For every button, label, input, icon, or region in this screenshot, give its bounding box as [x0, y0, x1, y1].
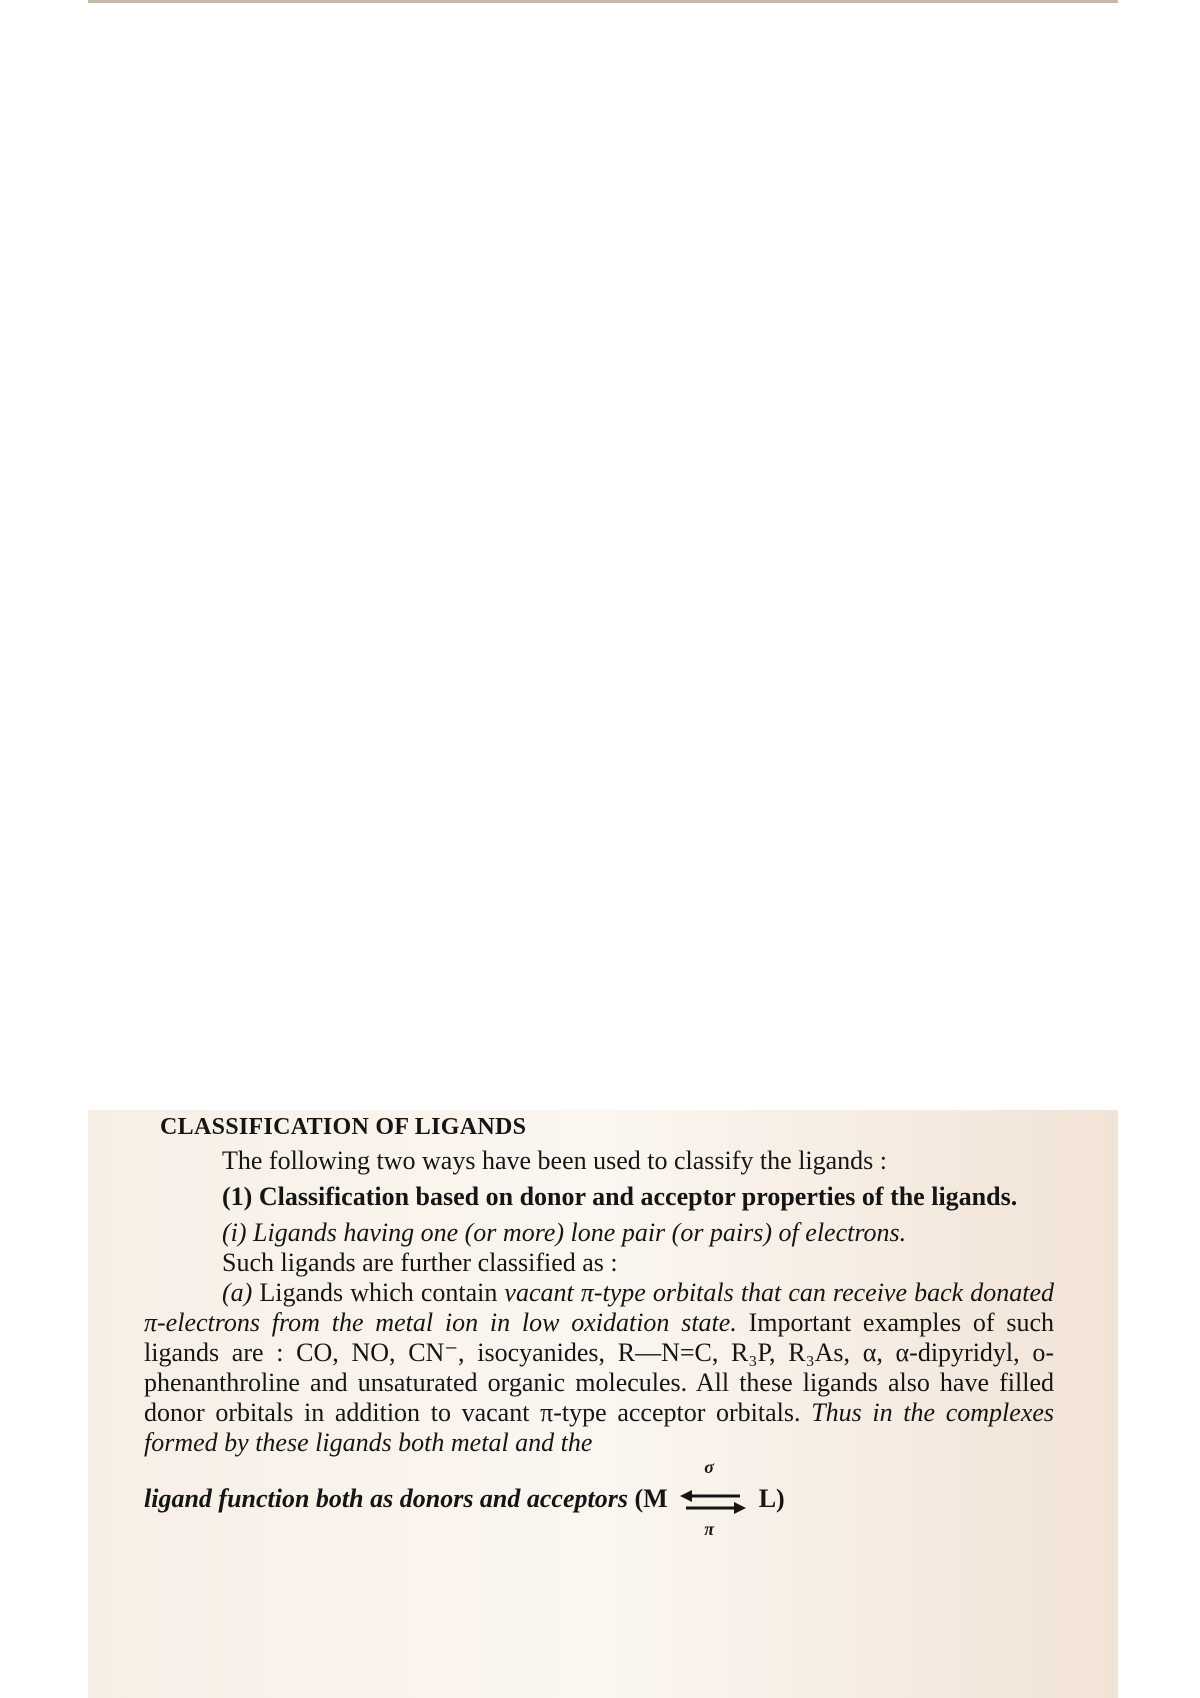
item-a-italic: vacant π-type orbitals that can receive back donated π-electrons from the metal ion in low oxidation state.	[144, 1278, 1054, 1337]
pi-label: π	[704, 1519, 715, 1540]
further-classified-line: Such ligands are further classified as :	[222, 1248, 618, 1277]
item-a-thus: Thus in the complexes formed by these ligands both metal and the	[144, 1398, 1055, 1457]
classification-heading: (1) Classification based on donor and acceptor properties of the ligands.	[222, 1182, 1018, 1211]
subheading-i: (i) Ligands having one (or more) lone pair (or pairs) of electrons.	[222, 1218, 907, 1247]
item-a-rest: Important examples of such ligands are : CO, NO, CN⁻, isocyanides, R—N=C, R₃P, R₃As, α, α-dipyridyl, o-phenanthroline and unsaturated organic molecules. All these ligands also have filled donor orbitals in addition to vacant π-type acceptor orbitals.	[144, 1308, 1054, 1427]
bond-close: L)	[758, 1484, 785, 1513]
donor-acceptor-text: ligand function both as donors and acceptors	[144, 1484, 628, 1513]
item-a-plain: Ligands which contain	[252, 1278, 505, 1307]
bond-open: (M	[634, 1484, 668, 1513]
document-body	[144, 1112, 1055, 1540]
item-a-label: (a)	[222, 1278, 253, 1307]
page-top-edge	[88, 0, 1118, 3]
donor-acceptor-line	[144, 1457, 1054, 1540]
sigma-label: σ	[704, 1457, 714, 1478]
intro-paragraph: The following two ways have been used to classify the ligands :	[222, 1146, 888, 1175]
section-heading: CLASSIFICATION OF LIGANDS	[160, 1114, 527, 1140]
item-a-paragraph	[144, 1278, 1054, 1458]
sigma-pi-bond-arrows	[678, 1457, 748, 1540]
double-arrow-icon	[678, 1488, 748, 1514]
